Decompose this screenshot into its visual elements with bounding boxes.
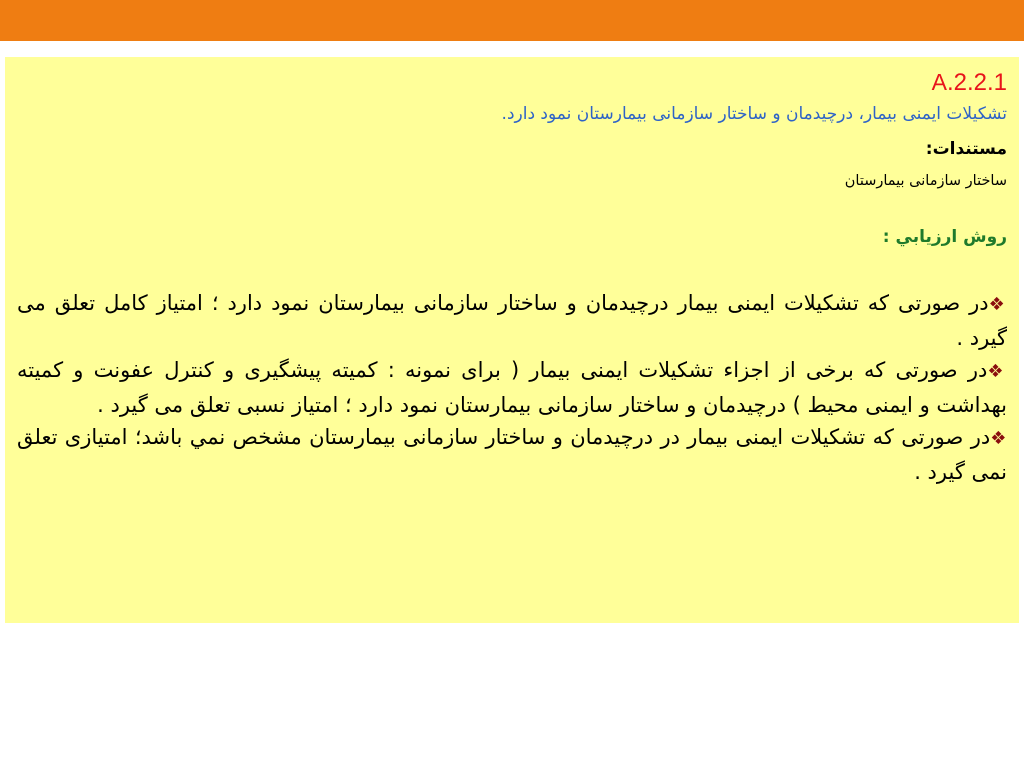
standard-code	[17, 65, 1007, 100]
diamond-bullet-icon: ❖	[988, 294, 1008, 315]
standard-code-prefix: A	[931, 69, 947, 95]
diamond-bullet-icon: ❖	[987, 361, 1007, 382]
standard-code-number: .2.2.1	[946, 69, 1007, 96]
criterion-item	[17, 287, 1007, 354]
criterion-item	[17, 421, 1007, 488]
diamond-bullet-icon: ❖	[990, 428, 1007, 449]
documents-heading: مستندات:	[925, 139, 1007, 159]
criterion-text: در صورتی که تشکیلات ایمنی بیمار درچیدمان و ساختار سازمانی بیمارستان نمود دارد ؛ امتیاز کامل تعلق می گیرد .	[17, 291, 1007, 350]
content-panel	[5, 57, 1019, 623]
documents-item: ساختار سازمانی بیمارستان	[844, 173, 1007, 189]
standard-title: تشکیلات ایمنی بیمار، درچیدمان و ساختار سازمانی بیمارستان نمود دارد.	[501, 104, 1007, 124]
assessment-heading: روش ارزيابي :	[882, 227, 1007, 247]
criteria-list	[17, 287, 1007, 488]
criterion-item	[17, 354, 1007, 421]
criterion-text: در صورتی که برخی از اجزاء تشکیلات ایمنی بیمار ( برای نمونه : کمیته پیشگیری و کنترل عفونت و کمیته بهداشت و ایمنی محیط ) درچیدمان و ساختار سازمانی بیمارستان نمود دارد ؛ امتیاز نسبی تعلق می گیرد .	[17, 358, 1007, 417]
criterion-text: در صورتی که تشکیلات ایمنی بیمار در درچیدمان و ساختار سازمانی بیمارستان مشخص نمي باشد؛ امتیازی تعلق نمی گیرد .	[17, 425, 1007, 484]
top-accent-bar	[0, 0, 1024, 41]
